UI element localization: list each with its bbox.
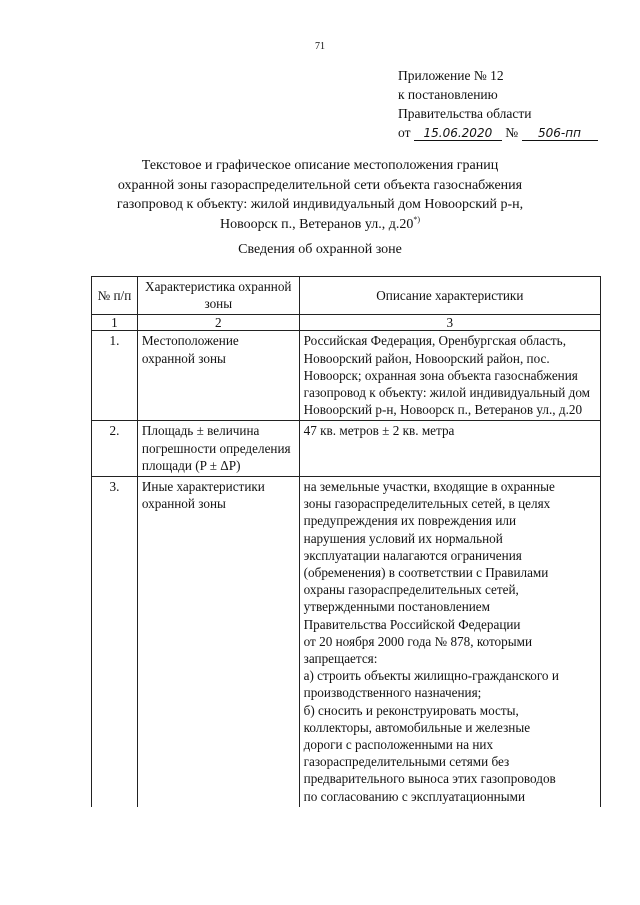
section-subtitle: Сведения об охранной зоне [238,242,402,257]
description-line: б) сносить и реконструировать мосты, [303,702,519,718]
description-line: Правительства Российской Федерации [303,616,521,632]
title-line-2: охранной зоны газораспределительной сети объекта газоснабжения [117,177,523,193]
title-line-1: Текстовое и графическое описание местоположения границ [141,158,499,173]
row-description: Российская Федерация, Оренбургская область, Новоорский район, Новоорский район, пос. Новоорск; охранная зона объекта газоснабжения газопровод к объекту: жилой индивидуальный дом Новоорский р-н, Новоорск п., Ветеранов ул., д.20 [299,331,600,421]
description-line: (обременения) в соответствии с Правилами [303,565,549,581]
row-number: 2. [92,421,138,477]
table-index-row [92,315,601,331]
row-number: 1. [92,331,138,421]
header-description: Описание характеристики [299,277,600,315]
appendix-line-3: Правительства области [398,106,532,121]
page-number: 71 [315,41,325,52]
description-line: газораспределительными сетями без [303,754,510,770]
table-row [92,477,601,807]
description-line: коллекторы, автомобильные и железные [303,719,531,735]
row-description: 47 кв. метров ± 2 кв. метра [299,421,600,477]
row-number: 3. [92,477,138,807]
zone-info-table [91,276,601,807]
appendix-line-2: к постановлению [398,87,498,102]
number-sign: № [505,125,519,140]
handwritten-number: 506-пп [522,126,598,141]
description-line: дороги с расположенными на них [303,737,494,753]
row-characteristic: Площадь ± величина погрешности определения площади (P ± ΔP) [137,421,299,477]
row-characteristic: Местоположение охранной зоны [137,331,299,421]
description-line: зоны газораспределительных сетей, в целях [303,496,551,512]
description-line: утвержденными постановлением [303,599,491,615]
description-line: эксплуатации налагаются ограничения [303,547,522,563]
header-characteristic: Характеристика охранной зоны [137,277,299,315]
table-row [92,421,601,477]
description-line: предупреждения их повреждения или [303,513,517,529]
description-line: на земельные участки, входящие в охранные [303,479,555,495]
title-line-4-text: Новоорск п., Ветеранов ул., д.20 [220,216,414,232]
header-number: № п/п [92,277,138,315]
appendix-date-line [398,123,598,142]
index-cell-1: 1 [92,315,138,331]
row-characteristic: Иные характеристики охранной зоны [137,477,299,807]
description-line: а) строить объекты жилищно-гражданского и [303,668,559,684]
table-header-row [92,277,601,315]
row-description [299,477,600,807]
index-cell-3: 3 [299,315,600,331]
description-line: запрещается: [303,651,378,667]
description-line: по согласованию с эксплуатационными [303,788,525,804]
description-line: нарушения условий их нормальной [303,530,503,546]
appendix-block [398,66,598,142]
description-line: производственного назначения; [303,685,482,701]
appendix-line-1: Приложение № 12 [398,68,504,83]
document-title [60,156,580,234]
footnote-mark: *) [413,214,420,224]
description-line: предварительного выноса этих газопроводов [303,771,556,787]
index-cell-2: 2 [137,315,299,331]
title-line-3: газопровод к объекту: жилой индивидуальный дом Новоорский р-н, [116,197,524,212]
from-label: от [398,125,411,140]
description-line: охраны газораспределительных сетей, [303,582,519,598]
handwritten-date: 15.06.2020 [414,126,502,141]
description-line: от 20 ноября 2000 года № 878, которыми [303,633,533,649]
title-line-4 [60,215,580,235]
table-row [92,331,601,421]
